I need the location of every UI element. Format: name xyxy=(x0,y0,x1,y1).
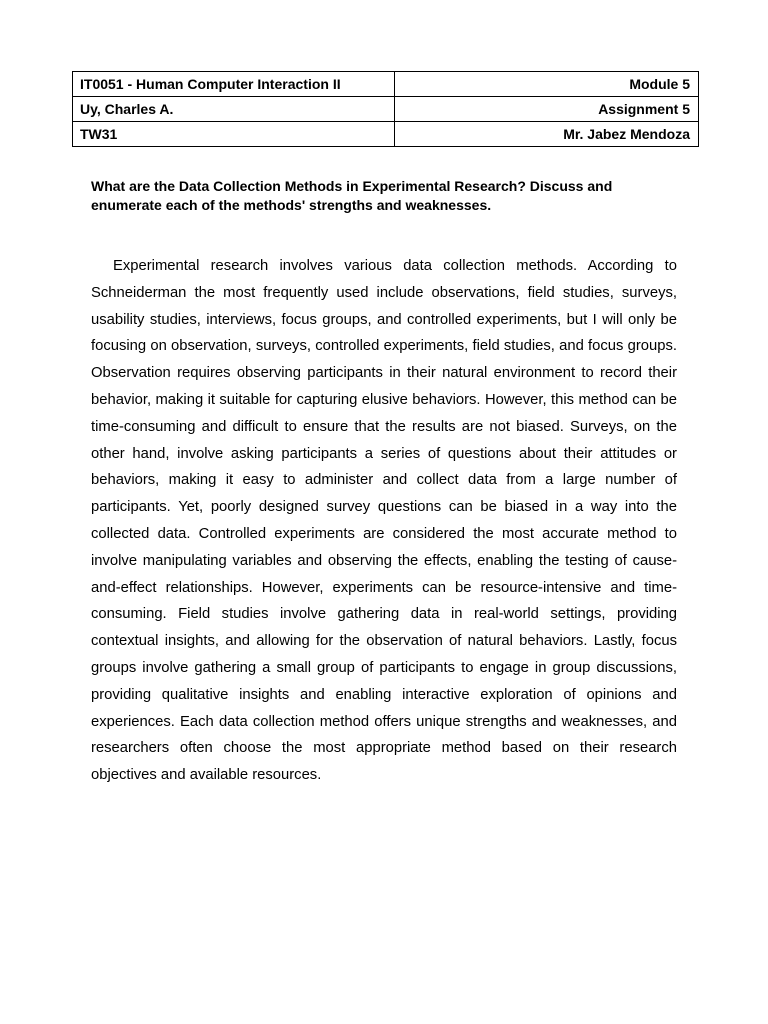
header-row-student xyxy=(73,97,699,122)
student-name: Uy, Charles A. xyxy=(73,97,395,122)
header-row-section xyxy=(73,122,699,147)
answer-paragraph: Experimental research involves various data collection methods. According to Schneiderman the most frequently used include observations, field studies, surveys, usability studies, interviews, focus groups, and controlled experiments, but I will only be focusing on observation, surveys, controlled experiments, field studies, and focus groups. Observation requires observing participants in their natural environment to record their behavior, making it suitable for capturing elusive behaviors. However, this method can be time-consuming and difficult to ensure that the results are not biased. Surveys, on the other hand, involve asking participants a series of questions about their attitudes or behaviors, making it easy to administer and collect data from a large number of participants. Yet, poorly designed survey questions can be biased in a way into the collected data. Controlled experiments are considered the most accurate method to involve manipulating variables and observing the effects, enabling the testing of cause-and-effect relationships. However, experiments can be resource-intensive and time-consuming. Field studies involve gathering data in real-world settings, providing contextual insights, and allowing for the observation of natural behaviors. Lastly, focus groups involve gathering a small group of participants to engage in group discussions, providing qualitative insights and enabling interactive exploration of opinions and experiences. Each data collection method offers unique strengths and weaknesses, and researchers often choose the most appropriate method based on their research objectives and available resources. xyxy=(91,258,677,784)
header-row-course xyxy=(73,72,699,97)
module-label: Module 5 xyxy=(395,72,699,97)
assignment-label: Assignment 5 xyxy=(395,97,699,122)
question-heading: What are the Data Collection Methods in Experimental Research? Discuss and enumerate each of the methods' strengths and weaknesses. xyxy=(91,178,613,213)
section-code: TW31 xyxy=(73,122,395,147)
instructor-name: Mr. Jabez Mendoza xyxy=(395,122,699,147)
header-table xyxy=(72,71,699,147)
course-title: IT0051 - Human Computer Interaction II xyxy=(73,72,395,97)
